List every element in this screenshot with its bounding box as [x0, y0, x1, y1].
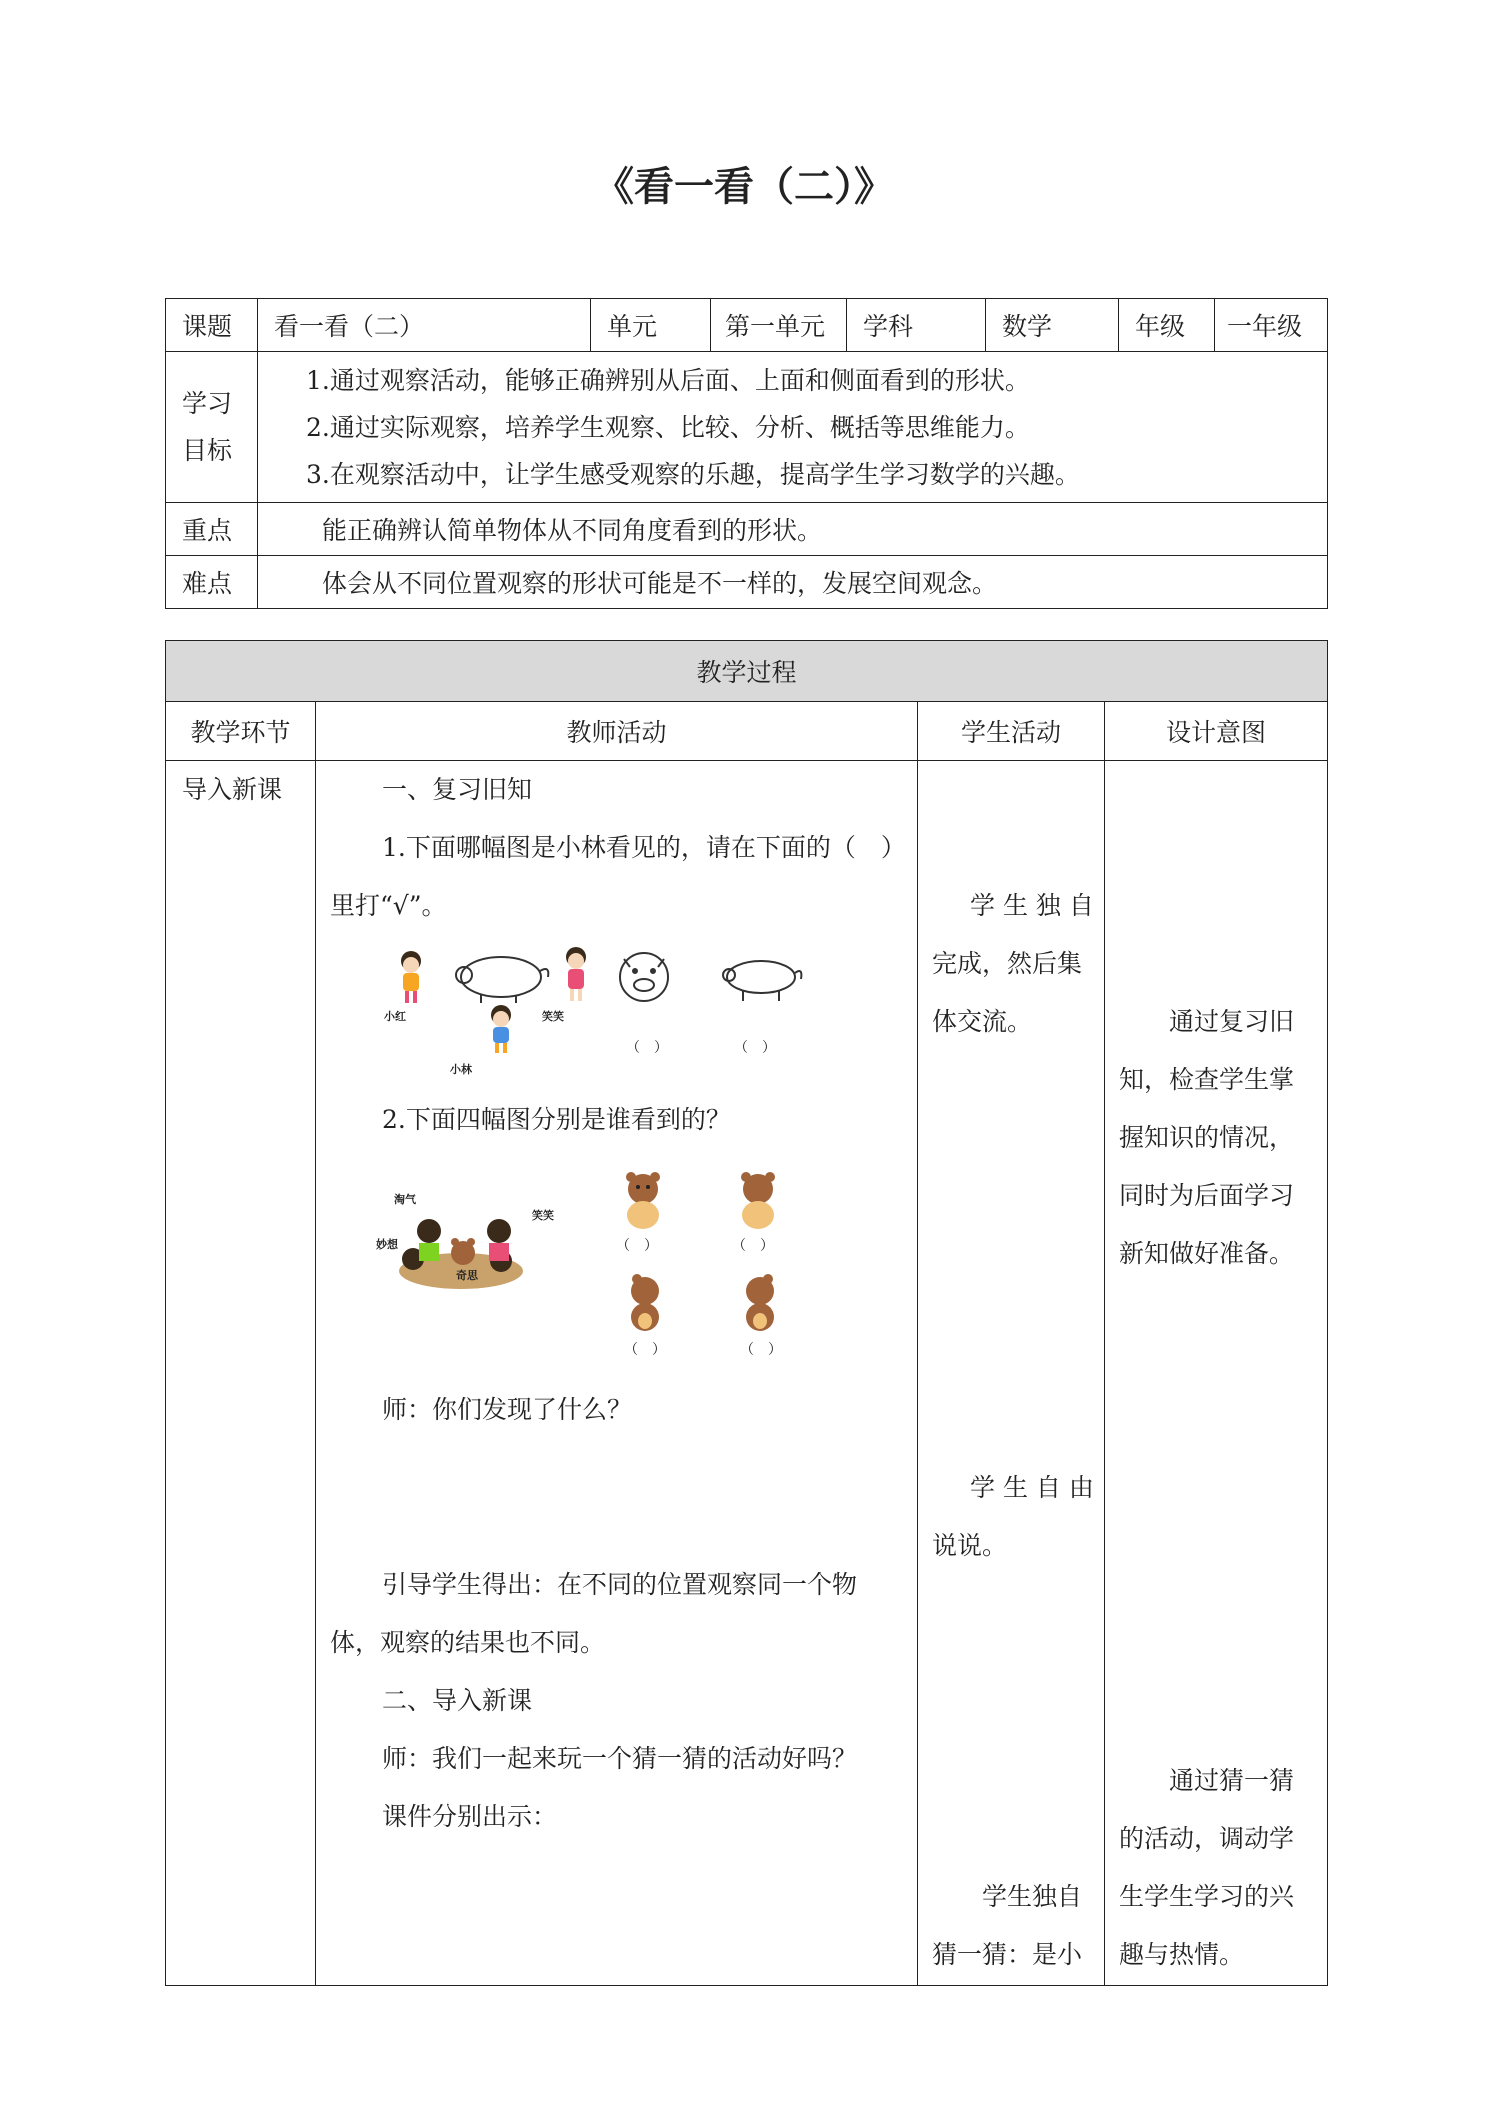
teacher-question: 师：你们发现了什么？ [382, 1395, 633, 1424]
guide-line2: 体，观察的结果也不同。 [330, 1628, 606, 1657]
col-stage: 教学环节 [166, 702, 316, 761]
teacher-invite: 师：我们一起来玩一个猜一猜的活动好吗？ [382, 1744, 858, 1773]
bear-front-icon [626, 1172, 660, 1229]
goals-list [258, 352, 1328, 503]
student-text: 学生独自 [982, 1882, 1083, 1911]
answer-blank: （ ） [734, 1040, 776, 1056]
goal-item: 2.通过实际观察，培养学生观察、比较、分析、概括等思维能力。 [306, 412, 1030, 442]
key-label: 重点 [166, 503, 258, 556]
intent-text: 生学生学习的兴 [1119, 1882, 1295, 1911]
student-text: 完成，然后集 [932, 949, 1083, 978]
topic-value: 看一看（二） [258, 299, 591, 352]
question-1-line2: 里打“√”。 [330, 891, 447, 920]
question-2: 2.下面四幅图分别是谁看到的？ [382, 1105, 731, 1134]
intent-text: 通过猜一猜 [1169, 1766, 1295, 1795]
teacher-cell [316, 761, 918, 1986]
pig-side-icon [723, 961, 801, 1001]
page-title: 《看一看（二）》 [594, 163, 894, 210]
label-xiaoxiao: 笑笑 [542, 1010, 564, 1023]
student-cell [918, 761, 1105, 1986]
intent-text: 握知识的情况， [1119, 1123, 1295, 1152]
question-1-line1: 1.下面哪幅图是小林看见的，请在下面的（ ） [382, 833, 906, 862]
girl-xiaohong-icon [401, 951, 421, 1003]
key-value: 能正确辨认简单物体从不同角度看到的形状。 [258, 503, 1328, 556]
col-teacher: 教师活动 [316, 702, 918, 761]
student-text: 猜一猜：是小 [932, 1940, 1083, 1969]
label-xiaohong: 小红 [384, 1010, 406, 1023]
goals-label: 学习 目标 [166, 352, 258, 503]
grade-value: 一年级 [1215, 299, 1328, 352]
bear-left-side-icon [631, 1274, 659, 1331]
col-intent: 设计意图 [1105, 702, 1328, 761]
intent-text: 通过复习旧 [1169, 1007, 1295, 1036]
label-xiaoxiao: 笑笑 [532, 1209, 554, 1222]
answer-blank: （ ） [626, 1040, 668, 1056]
intent-text: 知，检查学生掌 [1119, 1065, 1295, 1094]
goal-item: 1.通过观察活动，能够正确辨别从后面、上面和侧面看到的形状。 [306, 365, 1030, 395]
stage-name: 导入新课 [182, 775, 283, 804]
process-header: 教学过程 [166, 641, 1328, 702]
new-lesson-heading: 二、导入新课 [382, 1686, 533, 1715]
intent-text: 趣与热情。 [1119, 1940, 1245, 1969]
difficulty-value: 体会从不同位置观察的形状可能是不一样的，发展空间观念。 [258, 556, 1328, 609]
intent-text: 的活动，调动学 [1119, 1824, 1295, 1853]
intent-text: 同时为后面学习 [1119, 1181, 1295, 1210]
answer-blank: （ ） [616, 1238, 658, 1254]
topic-label: 课题 [166, 299, 258, 352]
pig-center-icon [456, 957, 548, 1003]
stage-cell [166, 761, 316, 1986]
answer-blank: （ ） [740, 1342, 782, 1358]
bear-back-icon [741, 1172, 775, 1229]
pig-front-icon [620, 953, 668, 1001]
grade-label: 年级 [1119, 299, 1215, 352]
label-miaoxiang: 妙想 [376, 1238, 398, 1251]
unit-label: 单元 [591, 299, 711, 352]
courseware-show: 课件分别出示： [382, 1802, 558, 1831]
observation-figure-bear [371, 1161, 821, 1361]
subject-value: 数学 [986, 299, 1119, 352]
teaching-process-table [165, 640, 1328, 1986]
student-text: 学 生 独 自 [970, 891, 1094, 920]
review-heading: 一、复习旧知 [382, 775, 533, 804]
col-student: 学生活动 [918, 702, 1105, 761]
subject-label: 学科 [847, 299, 986, 352]
lesson-info-table [165, 298, 1328, 609]
girl-xiaoxiao-icon [566, 947, 586, 1001]
label-taoqi: 淘气 [394, 1193, 416, 1206]
guide-line1: 引导学生得出：在不同的位置观察同一个物 [382, 1570, 858, 1599]
intent-cell [1105, 761, 1328, 1986]
answer-blank: （ ） [624, 1342, 666, 1358]
difficulty-label: 难点 [166, 556, 258, 609]
label-xiaolin: 小林 [450, 1063, 472, 1076]
intent-text: 新知做好准备。 [1119, 1239, 1295, 1268]
boy-xiaolin-icon [491, 1005, 511, 1053]
unit-value: 第一单元 [711, 299, 847, 352]
student-text: 说说。 [932, 1531, 1008, 1560]
student-text: 体交流。 [932, 1007, 1033, 1036]
goal-item: 3.在观察活动中，让学生感受观察的乐趣，提高学生学习数学的兴趣。 [306, 459, 1080, 489]
observation-figure-pig [371, 941, 821, 1081]
label-qisi: 奇思 [456, 1269, 478, 1282]
answer-blank: （ ） [732, 1238, 774, 1254]
bear-right-side-icon [746, 1274, 774, 1331]
student-text: 学 生 自 由 [970, 1473, 1094, 1502]
